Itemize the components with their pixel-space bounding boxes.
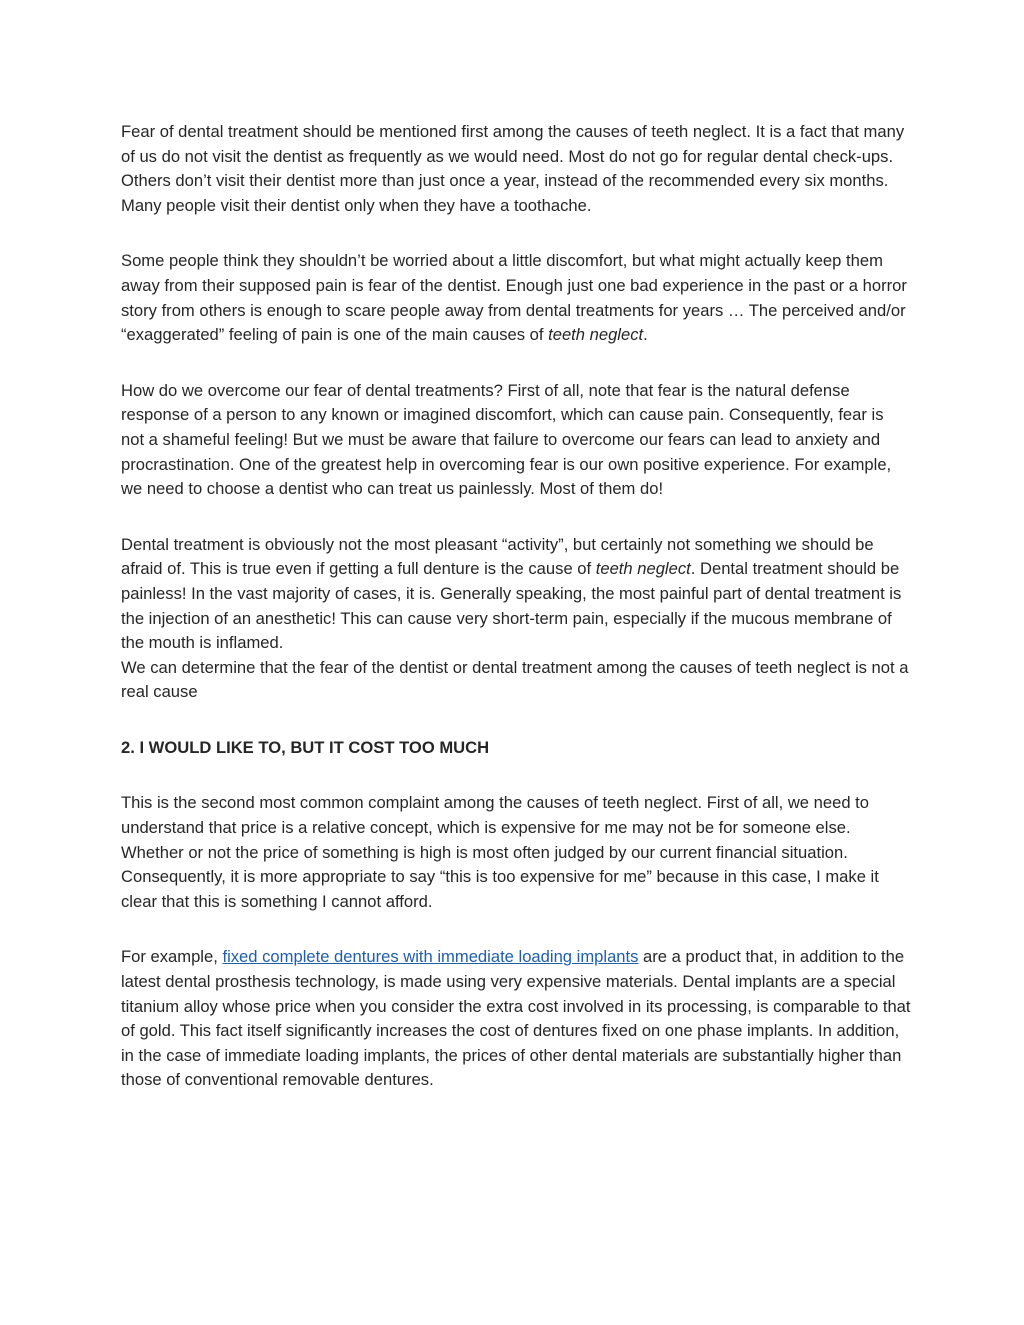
paragraph-fear-intro: Fear of dental treatment should be mentioned first among the causes of teeth neglect. It is a fact that many of us do not visit the dentist as frequently as we would need. Most do not go for regular dental check-ups. Others don’t visit their dentist more than just once a year, instead of the recommended every six months. Many people visit their dentist only when they have a toothache. — [121, 122, 905, 215]
paragraph-discomfort-end: . — [643, 325, 648, 345]
paragraph-price-relative: This is the second most common complaint among the causes of teeth neglect. First of all, we need to understand that price is a relative concept, which is expensive for me may not be for someone else. Whether or not the price of something is high is most often judged by our current financial situation. Consequently, it is more appropriate to say “this is too expensive for me” because in this case, I make it clear that this is something I cannot afford. — [121, 793, 879, 911]
emphasis-teeth-neglect: teeth neglect — [548, 325, 644, 345]
article-body — [121, 120, 911, 1093]
paragraph-pleasant-activity-text: Dental treatment is obviously not the most pleasant “activity”, but certainly not something we should be afraid of. This is true even if getting a full denture is the cause of — [121, 534, 874, 579]
paragraph-pleasant-activity-end: . Dental treatment should be painless! In the vast majority of cases, it is. Generally speaking, the most painful part of dental treatment is the injection of an anesthetic! This can cause very short-term pain, especially if the mucous membrane of the mouth is inflamed. — [121, 559, 902, 653]
paragraph-discomfort — [121, 249, 911, 347]
paragraph-conclusion-fear: We can determine that the fear of the dentist or dental treatment among the causes of teeth neglect is not a real cause — [121, 657, 909, 702]
emphasis-teeth-neglect-2: teeth neglect — [595, 559, 691, 579]
paragraph-implants-example — [121, 945, 911, 1093]
section-heading-cost: 2. I WOULD LIKE TO, BUT IT COST TOO MUCH — [121, 737, 490, 757]
paragraph-pleasant-activity — [121, 533, 911, 656]
paragraph-implants-start: For example, — [121, 947, 223, 967]
paragraph-overcome-fear: How do we overcome our fear of dental treatments? First of all, note that fear is the natural defense response of a person to any known or imagined discomfort, which can cause pain. Consequently, fear is not a shameful feeling! But we must be aware that failure to overcome our fears can lead to anxiety and procrastination. One of the greatest help in overcoming fear is our own positive experience. For example, we need to choose a dentist who can treat us painlessly. Most of them do! — [121, 380, 892, 499]
implants-link[interactable]: fixed complete dentures with immediate loading implants — [222, 947, 639, 967]
paragraph-implants-rest: are a product that, in addition to the latest dental prosthesis technology, is made using very expensive materials. Dental implants are a special titanium alloy whose price when you consider the extra cost involved in its processing, is comparable to that of gold. This fact itself significantly increases the cost of dentures fixed on one phase implants. In addition, in the case of immediate loading implants, the prices of other dental materials are substantially higher than those of conventional removable dentures. — [121, 947, 911, 1090]
paragraph-discomfort-text: Some people think they shouldn’t be worried about a little discomfort, but what might actually keep them away from their supposed pain is fear of the dentist. Enough just one bad experience in the past or a horror story from others is enough to scare people away from dental treatments for years … The perceived and/or “exaggerated” feeling of pain is one of the main causes of — [121, 251, 907, 345]
